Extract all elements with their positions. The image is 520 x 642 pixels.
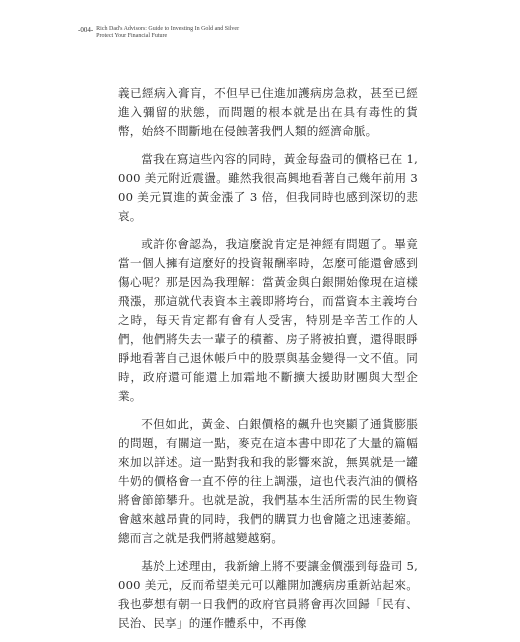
body-text	[118, 84, 418, 642]
paragraph-5: 基於上述理由，我新繪上將不要讓金價漲到每盎司 5,000 美元，反而希望美元可以離開加護病房重新站起來。我也夢想有朝一日我們的政府官員將會再次回歸「民有、民治、民享」的運作體系中，不再像	[118, 559, 418, 630]
page-number: -004-	[78, 26, 94, 34]
paragraph-3: 或許你會認為，我這麼說肯定是神經有問題了。畢竟當一個人擁有這麼好的投資報酬率時，怎麼可能還會感到傷心呢？那是因為我理解：當黃金與白銀開始像現在這樣飛漲，那這就代表資本主義即將垮台，而當資本主義垮台之時，每天肯定都有會有人受害，特別是辛苦工作的人們，他們將失去一輩子的積蓄、房子將被拍賣，還得眼睜睜地看著自己退休帳戶中的股票與基金變得一文不值。同時，政府還可能還上加霜地不斷擴大援助財團與大型企業。	[118, 237, 418, 403]
running-title-line-1: Rich Dad's Advisors: Guide to Investing In Gold and Silver	[96, 26, 240, 32]
paragraph-4: 不但如此，黃金、白銀價格的飆升也突顯了通貨膨脹的問題，有關這一點，麥克在這本書中即花了大量的篇幅來加以詳述。這一點對我和我的影響來說，無異就是一罐牛奶的價格會一直不停的往上調漲，這也代表汽油的價格將會節節攀升。也就是說，我們基本生活所需的民生物資會越來越昂貴的同時，我們的購買力也會隨之迅速萎縮。總而言之就是我們將越變越窮。	[118, 417, 418, 545]
paragraph-1: 義已經病入膏肓，不但早已住進加護病房急救，甚至已經進入彌留的狀態，而問題的根本就是出在具有毒性的貨幣，始終不間斷地在侵蝕著我們人類的經濟命脈。	[118, 86, 418, 138]
page-header	[78, 26, 239, 40]
paragraph-2: 當我在寫這些內容的同時，黃金每盎司的價格已在 1,000 美元附近震盪。雖然我很高興地看著自己幾年前用 300 美元買進的黃金漲了 3 倍，但我同時也感到深切的悲哀。	[118, 152, 418, 223]
running-title-line-2: Protect Your Financial Future	[96, 33, 168, 39]
running-title	[96, 26, 239, 40]
